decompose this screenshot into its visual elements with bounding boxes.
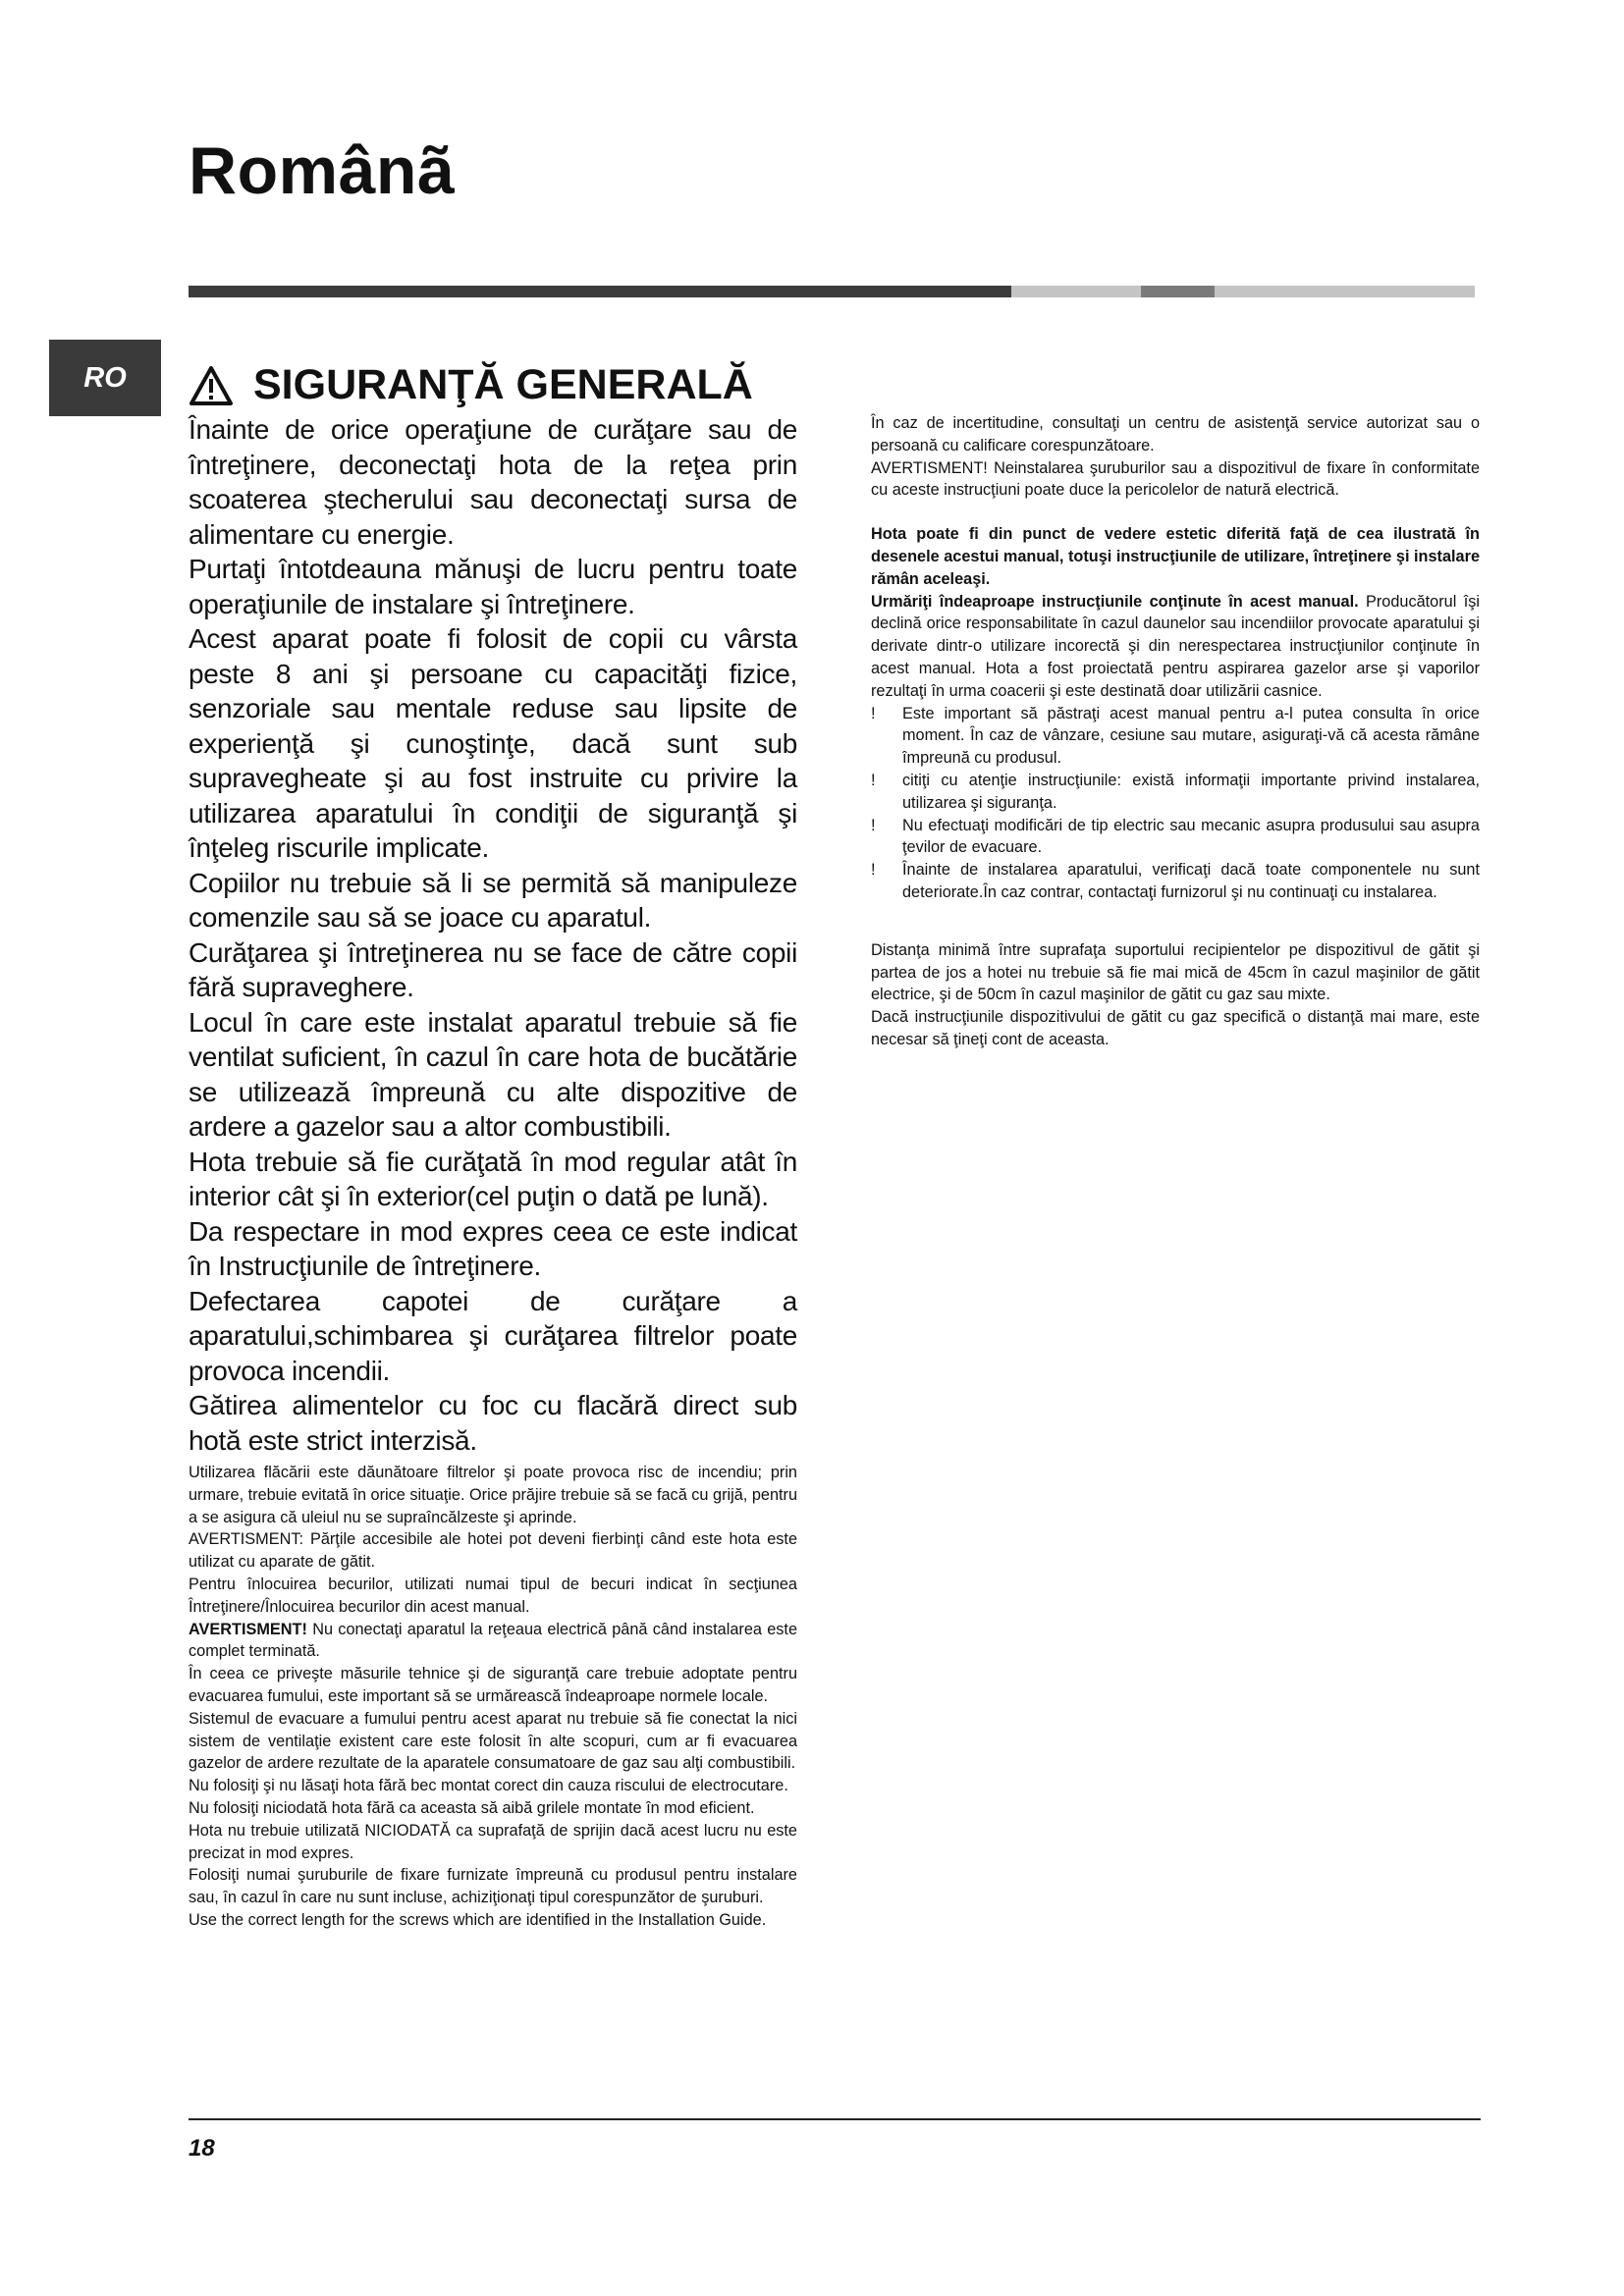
detail-paragraph: Utilizarea flăcării este dăunătoare filtrelor şi poate provoca risc de incendiu; prin urmare, trebuie evitată în orice situaţie. Orice prăjire trebuie să se facă cu grijă, pentru a se asigura că uleiul nu se supraîncălzeste şi aprinde. xyxy=(189,1464,797,1526)
right-paragraph: Distanţa minimă între suprafaţa suportului recipientelor pe dispozitivul de gătit şi partea de jos a hotei nu trebuie să fie mai mică de 45cm în cazul maşinilor de gătit electrice, şi de 50cm în cazul maşinilor de gătit cu gaz sau mixte. xyxy=(871,940,1480,1004)
right-column xyxy=(871,412,1480,1051)
right-paragraph: Dacă instrucţiunile dispozitivului de gătit cu gaz specifică o distanţă mai mare, este necesar să ţineţi cont de aceasta. xyxy=(871,1008,1480,1048)
list-item: ! Este important să păstraţi acest manual pentru a-l putea consulta în orice moment. În caz de vânzare, cesiune sau mutare, asiguraţi-vă că acesta rămâne împreună cu produsul. xyxy=(871,703,1480,770)
detail-paragraph: Pentru înlocuirea becurilor, utilizati numai tipul de becuri indicat în secţiunea Întreţinere/Înlocuirea becurilor din acest manual. xyxy=(189,1575,797,1616)
exclamation-mark: ! xyxy=(871,861,876,880)
warning-text: Nu conectaţi aparatul la reţeaua electrică până când instalarea este complet terminată. xyxy=(189,1620,798,1661)
page-language-title: Românã xyxy=(189,133,456,208)
right-bold-paragraph: Hota poate fi din punct de vedere estetic diferită faţă de cea ilustrată în desenele acestui manual, totuşi instrucţiunile de utilizare, întreţinere şi instalare rămân aceleaşi. xyxy=(871,525,1480,588)
rule-paragraph: Defectarea capotei de curăţare a aparatului,schimbarea şi curăţarea filtrelor poate provoca incendii. xyxy=(189,1285,797,1386)
exclamation-mark: ! xyxy=(871,816,876,834)
rule-paragraph: Curăţarea şi întreţinerea nu se face de către copii fără supraveghere. xyxy=(189,936,797,1002)
right-paragraph: AVERTISMENT! Neinstalarea şuruburilor sau a dispozitivul de fixare în conformitate cu aceste instrucţiuni poate duce la pericolelor de natură electrică. xyxy=(871,458,1480,500)
instructions-lead: Urmăriţi îndeaproape instrucţiunile conţinute în acest manual. xyxy=(871,592,1359,611)
right-paragraph xyxy=(871,591,1480,703)
header-rule-light-1 xyxy=(1011,286,1141,297)
right-paragraph: În caz de incertitudine, consultaţi un centru de asistenţă service autorizat sau o persoană cu calificare corespunzătoare. xyxy=(871,414,1480,454)
exclamation-mark: ! xyxy=(871,771,876,789)
detail-paragraph: În ceea ce priveşte măsurile tehnice şi de siguranţă care trebuie adoptate pentru evacuarea fumului, este important să se urmărească îndeaproape normele locale. xyxy=(189,1665,797,1705)
rule-paragraph: Gătirea alimentelor cu foc cu flacără direct sub hotă este strict interzisă. xyxy=(189,1390,797,1456)
header-rule-dark xyxy=(189,286,1011,297)
detail-paragraph: AVERTISMENT: Părţile accesibile ale hotei pot deveni fierbinţi când este hota este utilizat cu aparate de gătit. xyxy=(189,1530,797,1572)
detail-paragraph: Sistemul de evacuare a fumului pentru acest aparat nu trebuie să fie conectat la nici sistem de ventilaţie existent care este folosit în alte scopuri, cum ar fi evacuarea gazelor de ardere rezultate de la aparatele consumatoare de gaz sau alţi combustibili. xyxy=(189,1709,797,1773)
detail-paragraph: Nu folosiţi şi nu lăsaţi hota fără bec montat corect din cauza riscului de electrocutare. xyxy=(189,1777,788,1795)
detail-paragraph: Nu folosiţi niciodată hota fără ca aceasta să aibă grilele montate în mod eficient. xyxy=(189,1798,755,1817)
rule-paragraph: Locul în care este instalat aparatul trebuie să fie ventilat suficient, în cazul în care hota de bucătărie se utilizează împreună cu alte dispozitive de ardere a gazelor sau a altor combustibili. xyxy=(189,1006,797,1142)
detail-paragraph: Folosiţi numai şuruburile de fixare furnizate împreună cu produsul pentru instalare sau, în cazul în care nu sunt incluse, achiziţionaţi tipul corespunzător de şuruburi. xyxy=(189,1866,797,1907)
instructions-text: Producătorul îşi declină orice responsabilitate în cazul daunelor sau incendiilor provocate aparatului şi derivate dintr-o utilizare incorectă şi din nerespectarea instrucţiunilor conţinute în acest manual. Hota a fost proiectată pentru aspirarea gazelor arse şi vaporilor rezultaţi în urma coacerii şi este destinată doar utilizării casnice. xyxy=(871,592,1480,700)
section-title-text: SIGURANŢĂ GENERALĂ xyxy=(253,361,753,408)
list-item: ! citiţi cu atenţie instrucţiunile: există informaţii importante privind instalarea, utilizarea şi siguranţa. xyxy=(871,770,1480,815)
header-rule-mid xyxy=(1141,286,1215,297)
warning-triangle-icon xyxy=(189,365,234,406)
list-item: ! Nu efectuaţi modificări de tip electric sau mecanic asupra produsului sau asupra ţevilor de evacuare. xyxy=(871,815,1480,860)
page-number: 18 xyxy=(189,2135,215,2162)
detail-paragraph-warning xyxy=(189,1619,797,1664)
rule-paragraph: Hota trebuie să fie curăţată în mod regular atât în interior cât şi în exterior(cel puţin o dată pe lună). xyxy=(189,1146,797,1211)
safety-main-rules xyxy=(189,412,797,1458)
language-tab: RO xyxy=(49,340,161,416)
left-column xyxy=(189,412,797,1932)
header-rule-light-2 xyxy=(1215,286,1475,297)
warning-lead: AVERTISMENT! xyxy=(189,1620,307,1638)
exclamation-mark: ! xyxy=(871,704,876,722)
list-item: ! Înainte de instalarea aparatului, verificaţi dacă toate componentele nu sunt deteriorate.În caz contrar, contactaţi furnizorul şi nu continuaţi cu instalarea. xyxy=(871,859,1480,904)
rule-paragraph: Acest aparat poate fi folosit de copii cu vârsta peste 8 ani şi persoane cu capacităţi fizice, senzoriale sau mentale reduse sau lipsite de experienţă şi cunoştinţe, dacă sunt sub supravegheate şi au fost instruite cu privire la utilizarea aparatului în condiţii de siguranţă şi înţeleg riscurile implicate. xyxy=(189,623,797,863)
detail-paragraph: Use the correct length for the screws which are identified in the Installation Guide. xyxy=(189,1910,767,1929)
rule-paragraph: Purtaţi întotdeauna mănuşi de lucru pentru toate operaţiunile de instalare şi întreţinere. xyxy=(189,554,797,619)
detail-paragraph: Hota nu trebuie utilizată NICIODATĂ ca suprafaţă de sprijin dacă acest lucru nu este precizat in mod expres. xyxy=(189,1821,797,1862)
rule-paragraph: Da respectare in mod expres ceea ce este indicat în Instrucţiunile de întreţinere. xyxy=(189,1215,797,1281)
section-title xyxy=(189,361,753,409)
safety-detail-rules xyxy=(189,1462,797,1932)
footer-rule xyxy=(189,2118,1481,2120)
rule-paragraph: Copiilor nu trebuie să li se permită să manipuleze comenzile sau să se joace cu aparatul. xyxy=(189,867,797,933)
rule-paragraph: Înainte de orice operaţiune de curăţare sau de întreţinere, deconectaţi hota de la reţea prin scoaterea ştecherului sau deconectaţi sursa de alimentare cu energie. xyxy=(189,414,797,550)
